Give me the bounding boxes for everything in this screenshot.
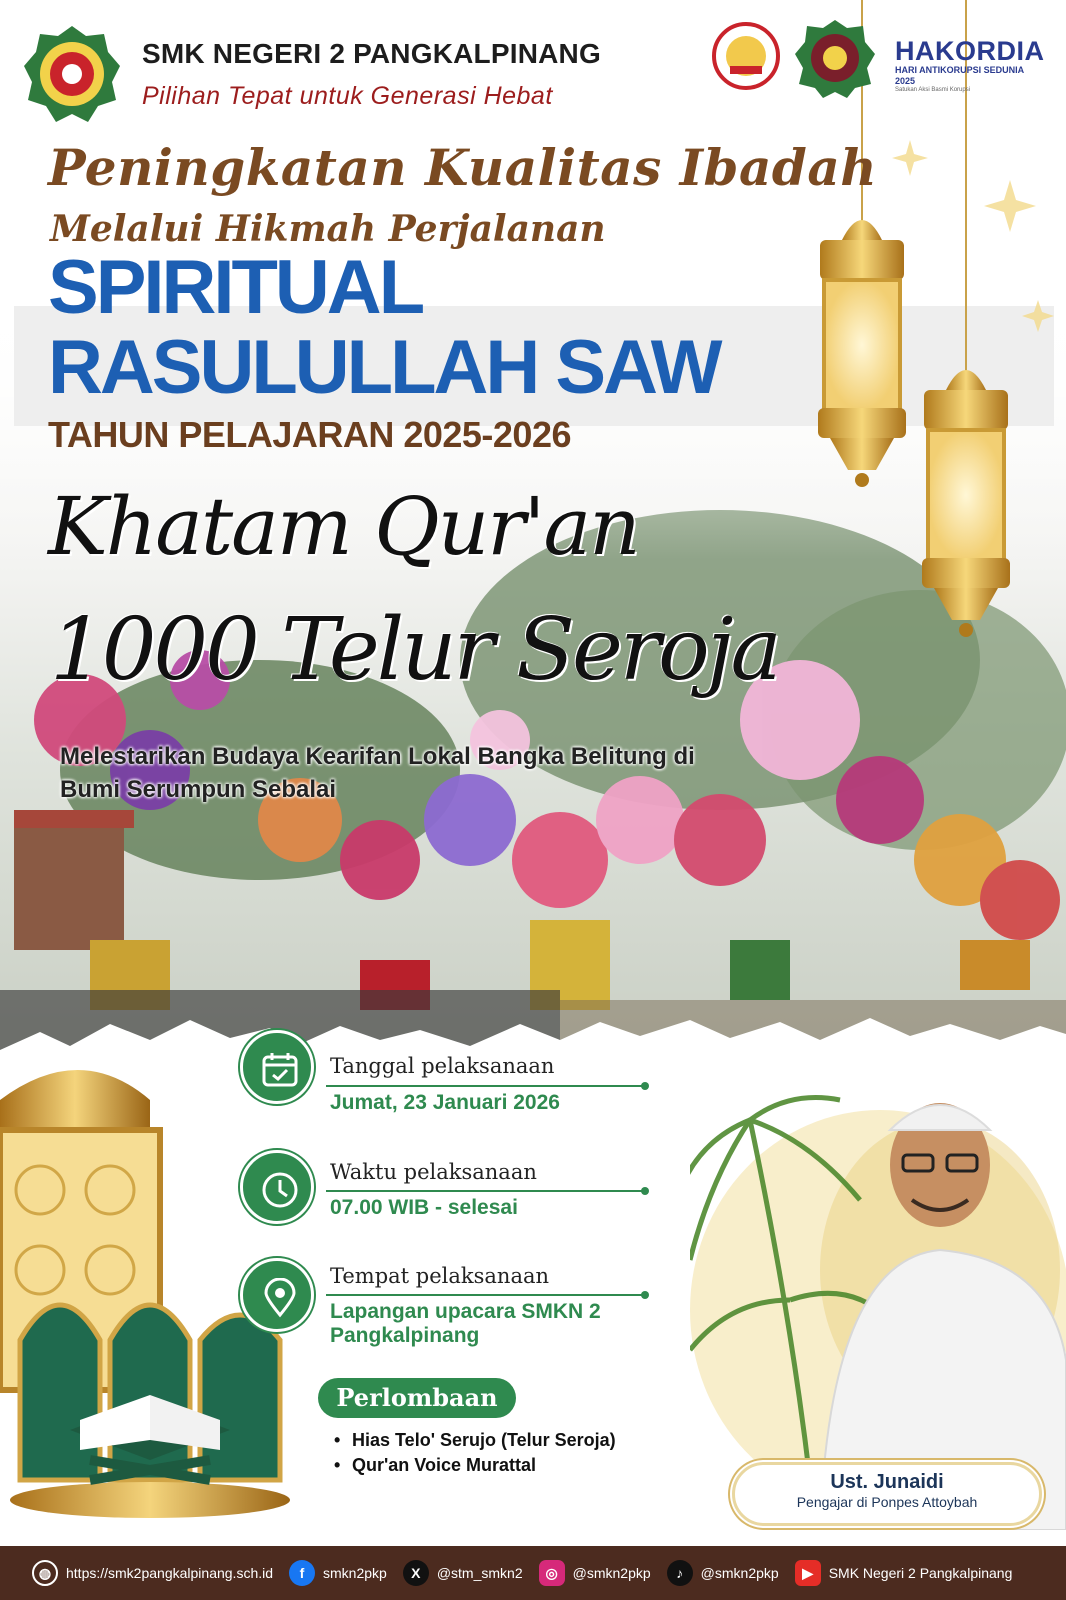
date-divider	[326, 1085, 646, 1087]
facebook-icon: f	[289, 1560, 315, 1586]
instagram-icon: ◎	[539, 1560, 565, 1586]
tiktok-icon: ♪	[667, 1560, 693, 1586]
hakordia-logo	[895, 38, 1045, 93]
date-label: Tanggal pelaksanaan	[330, 1054, 555, 1078]
clock-icon	[240, 1150, 314, 1224]
facebook-text: smkn2pkp	[323, 1565, 387, 1581]
calendar-icon	[240, 1030, 314, 1104]
title-line-2: Melalui Hikmah Perjalanan	[50, 208, 606, 250]
time-divider	[326, 1190, 646, 1192]
school-name: SMK NEGERI 2 PANGKALPINANG	[142, 38, 601, 69]
x-link[interactable]	[403, 1560, 523, 1586]
speaker-photo	[690, 1060, 1066, 1530]
title-line-1: Peningkatan Kualitas Ibadah	[48, 138, 878, 197]
competition-item: • Hias Telo' Serujo (Telur Seroja)	[332, 1428, 616, 1453]
facebook-link[interactable]	[289, 1560, 387, 1586]
date-value: Jumat, 23 Januari 2026	[330, 1091, 560, 1114]
hakordia-sub: Satukan Aksi Basmi Korupsi	[895, 86, 971, 93]
school-logo	[22, 24, 122, 124]
place-value-line-2: Pangkalpinang	[330, 1324, 480, 1347]
event-title-telur-seroja: 1000 Telur Seroja	[50, 600, 779, 700]
event-subtitle: Melestarikan Budaya Kearifan Lokal Bangka Belitung di Bumi Serumpun Sebalai	[60, 743, 695, 803]
x-icon: X	[403, 1560, 429, 1586]
social-footer	[0, 1546, 1066, 1600]
place-divider	[326, 1294, 646, 1296]
school-tagline: Pilihan Tepat untuk Generasi Hebat	[142, 82, 553, 110]
youtube-text: SMK Negeri 2 Pangkalpinang	[828, 1565, 1013, 1581]
title-rasulullah: RASULULLAH SAW	[48, 325, 720, 410]
hakordia-line: HARI ANTIKORUPSI SEDUNIA 2025	[895, 65, 1024, 86]
youtube-icon: ▶	[795, 1560, 821, 1586]
instagram-link[interactable]	[539, 1560, 651, 1586]
hakordia-wordmark: HAKORDIA	[895, 36, 1045, 66]
competition-title: Perlombaan	[318, 1378, 516, 1418]
instagram-text: @smkn2pkp	[572, 1565, 651, 1581]
x-text: @stm_smkn2	[436, 1565, 523, 1581]
globe-icon: ◍	[32, 1560, 58, 1586]
academic-year: TAHUN PELAJARAN 2025-2026	[48, 414, 571, 455]
education-office-logo	[712, 22, 780, 90]
event-title-khatam: Khatam Qur'an	[48, 480, 639, 573]
school-emblem-logo	[795, 18, 875, 98]
speaker-role: Pengajar di Ponpes Attoybah	[796, 1494, 978, 1510]
location-pin-icon	[240, 1258, 314, 1332]
title-spiritual: SPIRITUAL	[48, 245, 423, 330]
youtube-link[interactable]	[795, 1560, 1013, 1586]
time-value: 07.00 WIB - selesai	[330, 1196, 518, 1219]
speaker-name: Ust. Junaidi	[830, 1471, 944, 1493]
place-value-line-1: Lapangan upacara SMKN 2	[330, 1300, 601, 1323]
tiktok-text: @smkn2pkp	[700, 1565, 779, 1581]
place-label: Tempat pelaksanaan	[330, 1264, 550, 1288]
website-text: https://smk2pangkalpinang.sch.id	[66, 1565, 274, 1581]
time-label: Waktu pelaksanaan	[330, 1160, 537, 1184]
website-link[interactable]	[32, 1560, 273, 1586]
speaker-name-card	[732, 1462, 1042, 1526]
competition-item: • Qur'an Voice Murattal	[332, 1453, 616, 1478]
competition-list	[332, 1428, 616, 1478]
tiktok-link[interactable]	[667, 1560, 779, 1586]
